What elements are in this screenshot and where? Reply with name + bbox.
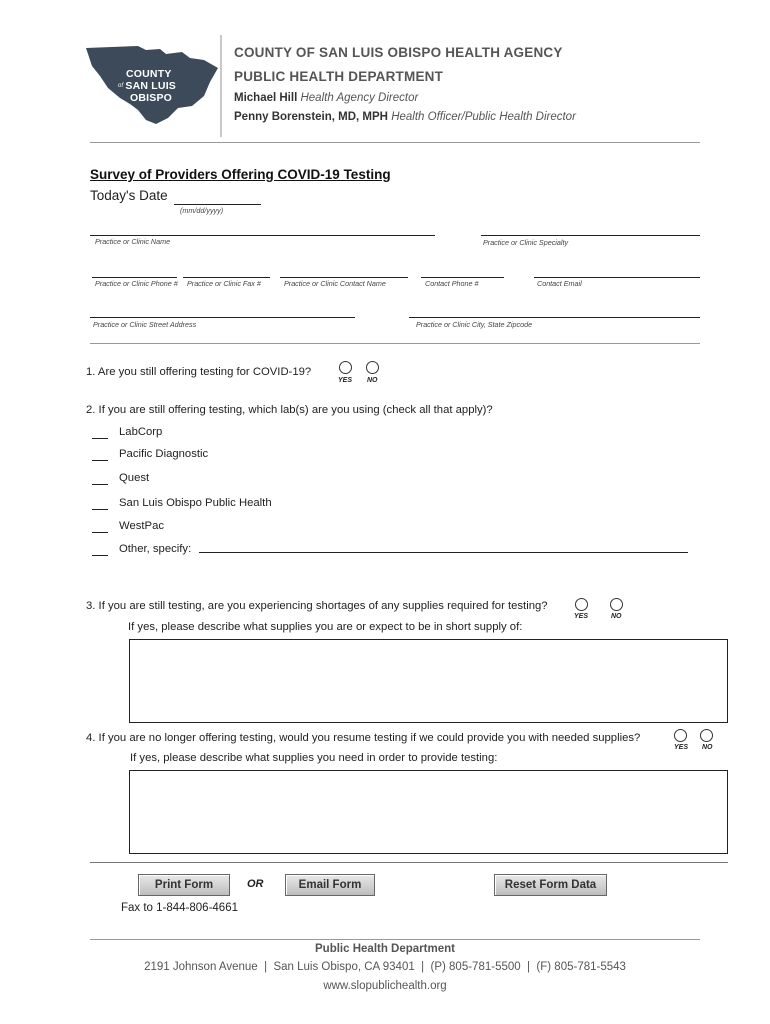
practice-name-caption: Practice or Clinic Name — [95, 237, 171, 246]
contact-email-field[interactable] — [534, 277, 700, 278]
phone-caption: Practice or Clinic Phone # — [95, 279, 178, 288]
footer-rule — [90, 939, 700, 940]
street-field[interactable] — [90, 317, 355, 318]
q3-no-label: NO — [611, 613, 622, 620]
q3-no-radio[interactable] — [610, 598, 623, 611]
q4-no-label: NO — [702, 744, 713, 751]
footer-website[interactable]: www.slopublichealth.org — [323, 980, 447, 992]
lab-option-westpac: WestPac — [119, 520, 164, 532]
lab-checkbox-westpac[interactable] — [92, 532, 108, 533]
lab-checkbox-other[interactable] — [92, 555, 108, 556]
question-4: 4. If you are no longer offering testing, would you resume testing if we could provide you with needed supplies? — [86, 732, 641, 744]
date-field[interactable] — [174, 204, 261, 205]
phone-field[interactable] — [92, 277, 177, 278]
q3-yes-label: YES — [574, 613, 589, 620]
or-label: OR — [247, 878, 264, 890]
q1-yes-radio[interactable] — [339, 361, 352, 374]
print-form-button[interactable]: Print Form — [138, 874, 230, 896]
reset-form-button[interactable]: Reset Form Data — [494, 874, 607, 896]
lab-checkbox-labcorp[interactable] — [92, 438, 108, 439]
header-divider — [220, 35, 222, 137]
q4-yes-label: YES — [674, 744, 689, 751]
lab-option-slo: San Luis Obispo Public Health — [119, 497, 272, 509]
footer-address: 2191 Johnson Avenue | San Luis Obispo, CA 93401 | (P) 805-781-5500 | (F) 805-781-5543 — [144, 961, 626, 973]
q4-no-radio[interactable] — [700, 729, 713, 742]
director-line-1: Michael Hill Health Agency Director — [234, 92, 419, 104]
fax-caption: Practice or Clinic Fax # — [187, 279, 261, 288]
lab-checkbox-slo[interactable] — [92, 509, 108, 510]
q3-yes-radio[interactable] — [575, 598, 588, 611]
question-3: 3. If you are still testing, are you experiencing shortages of any supplies required for testing? — [86, 600, 548, 612]
q4-yes-radio[interactable] — [674, 729, 687, 742]
q1-no-radio[interactable] — [366, 361, 379, 374]
contact-email-caption: Contact Email — [537, 279, 582, 288]
lab-option-pacific: Pacific Diagnostic — [119, 448, 209, 460]
header-rule — [90, 142, 700, 143]
date-label: Today's Date — [90, 188, 168, 203]
city-field[interactable] — [409, 317, 700, 318]
specialty-caption: Practice or Clinic Specialty — [483, 238, 569, 247]
q4-supplies-textarea[interactable] — [129, 770, 728, 854]
q1-yes-label: YES — [338, 377, 353, 384]
logo-text: COUNTY of SAN LUIS OBISPO — [118, 68, 177, 104]
contact-phone-field[interactable] — [421, 277, 504, 278]
director-line-2: Penny Borenstein, MD, MPH Health Officer/Public Health Director — [234, 111, 576, 123]
section-rule — [90, 343, 700, 344]
lab-option-quest: Quest — [119, 472, 150, 484]
other-specify-field[interactable] — [199, 552, 688, 553]
contact-name-field[interactable] — [280, 277, 408, 278]
specialty-field[interactable] — [481, 235, 700, 236]
fax-number: Fax to 1-844-806-4661 — [121, 902, 238, 914]
contact-name-caption: Practice or Clinic Contact Name — [284, 279, 386, 288]
practice-name-field[interactable] — [90, 235, 435, 236]
question-1: 1. Are you still offering testing for COVID-19? — [86, 366, 312, 378]
footer-department: Public Health Department — [315, 943, 455, 955]
lab-checkbox-quest[interactable] — [92, 484, 108, 485]
question-4-sub: If yes, please describe what supplies you need in order to provide testing: — [130, 752, 498, 764]
fax-field[interactable] — [183, 277, 270, 278]
actions-rule — [90, 862, 728, 863]
form-title: Survey of Providers Offering COVID-19 Testing — [90, 167, 391, 182]
department-name: PUBLIC HEALTH DEPARTMENT — [234, 69, 444, 84]
agency-name: COUNTY OF SAN LUIS OBISPO HEALTH AGENCY — [234, 45, 563, 60]
q1-no-label: NO — [367, 377, 378, 384]
lab-option-labcorp: LabCorp — [119, 426, 163, 438]
question-2: 2. If you are still offering testing, which lab(s) are you using (check all that apply)? — [86, 404, 493, 416]
email-form-button[interactable]: Email Form — [285, 874, 375, 896]
city-caption: Practice or Clinic City, State Zipcode — [416, 320, 533, 329]
question-3-sub: If yes, please describe what supplies you are or expect to be in short supply of: — [128, 621, 523, 633]
contact-phone-caption: Contact Phone # — [425, 279, 479, 288]
lab-checkbox-pacific[interactable] — [92, 460, 108, 461]
street-caption: Practice or Clinic Street Address — [93, 320, 197, 329]
date-format-hint: (mm/dd/yyyy) — [180, 206, 224, 215]
q3-supplies-textarea[interactable] — [129, 639, 728, 723]
lab-option-other: Other, specify: — [119, 543, 192, 555]
